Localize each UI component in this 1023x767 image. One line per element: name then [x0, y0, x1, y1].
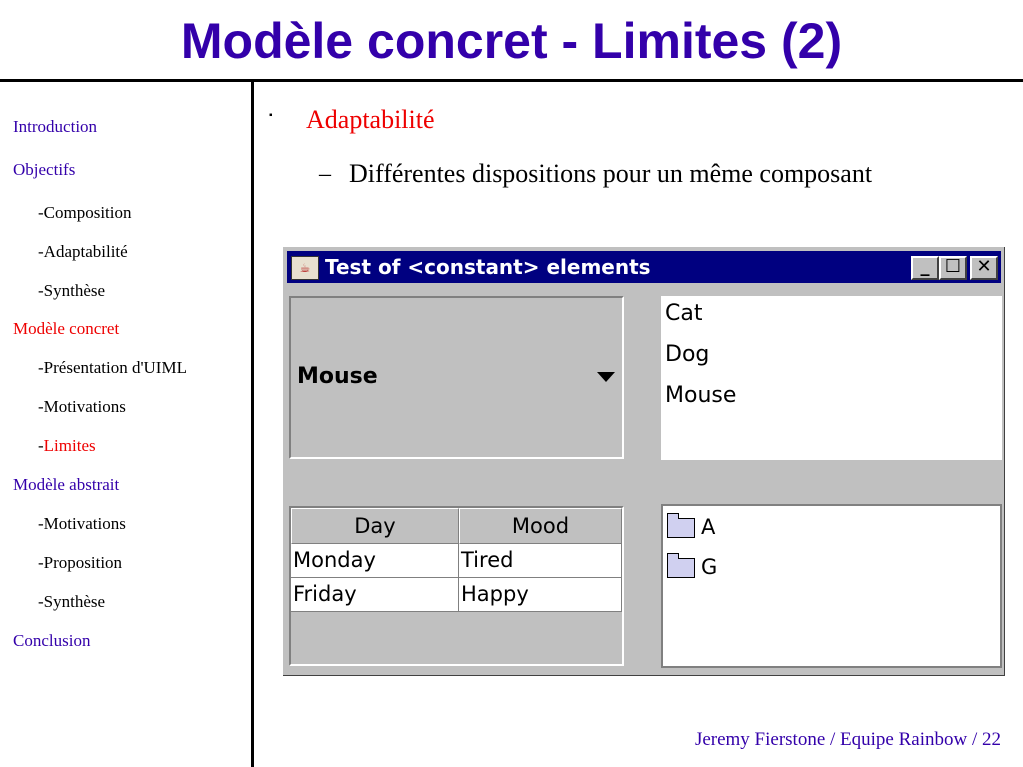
table-cell[interactable]: Tired [459, 544, 622, 578]
nav-objectifs[interactable]: Objectifs [13, 160, 76, 179]
java-cup-icon[interactable]: ☕ [291, 256, 319, 280]
slide-title: Modèle concret - Limites (2) [180, 13, 843, 69]
minimize-button[interactable]: _ [911, 256, 939, 280]
nav-modele-concret[interactable]: Modèle concret [13, 319, 120, 338]
list-box[interactable] [661, 296, 1002, 460]
column-header-mood[interactable]: Mood [459, 508, 622, 544]
column-header-day[interactable]: Day [291, 508, 459, 544]
tree-view[interactable] [661, 504, 1002, 668]
slide-footer: Jeremy Fierstone / Equipe Rainbow / 22 [694, 729, 1001, 750]
maximize-button[interactable]: ☐ [939, 256, 967, 280]
nav-composition[interactable]: -Composition [38, 203, 132, 222]
nav-modele-abstrait[interactable]: Modèle abstrait [13, 475, 120, 494]
table-cell[interactable]: Happy [459, 578, 622, 612]
nav-presentation-uiml[interactable]: -Présentation d'UIML [38, 358, 187, 377]
combo-box[interactable] [289, 296, 624, 459]
nav-conclusion[interactable]: Conclusion [13, 631, 91, 650]
nav-limites-prefix: - [38, 436, 44, 455]
list-item[interactable]: Cat [665, 301, 703, 326]
title-divider [0, 79, 1023, 82]
java-window [281, 245, 1007, 678]
tree-node-label: A [701, 515, 716, 539]
nav-adaptabilite[interactable]: -Adaptabilité [38, 242, 128, 261]
list-item[interactable]: Dog [665, 342, 710, 367]
nav-synthese-1[interactable]: -Synthèse [38, 281, 106, 300]
tree-node-label: G [701, 555, 718, 579]
nav-introduction[interactable]: Introduction [13, 117, 98, 136]
nav-limites[interactable] [38, 436, 96, 456]
window-titlebar[interactable] [287, 251, 1001, 283]
folder-icon [667, 558, 695, 578]
nav-limites-label: Limites [43, 436, 96, 455]
nav-motivations-1[interactable]: -Motivations [38, 397, 126, 416]
table-cell[interactable]: Friday [291, 578, 459, 612]
nav-proposition[interactable]: -Proposition [38, 553, 123, 572]
table-cell[interactable]: Monday [291, 544, 459, 578]
nav-motivations-2[interactable]: -Motivations [38, 514, 126, 533]
nav-synthese-2[interactable]: -Synthèse [38, 592, 106, 611]
folder-icon [667, 518, 695, 538]
bullet-adaptabilite: Adaptabilité [306, 105, 435, 134]
list-item[interactable]: Mouse [665, 383, 737, 408]
bullet-dispositions: Différentes dispositions pour un même composant [349, 159, 873, 188]
dropdown-arrow-icon[interactable] [597, 372, 615, 382]
sidebar-divider [251, 82, 254, 767]
bullet-marker: ▪ [269, 110, 273, 121]
window-title: Test of <constant> elements [325, 255, 651, 279]
data-table[interactable] [289, 506, 624, 666]
dash-marker: – [319, 161, 331, 187]
close-button[interactable]: ✕ [970, 256, 998, 280]
combo-selected-value: Mouse [297, 364, 378, 389]
